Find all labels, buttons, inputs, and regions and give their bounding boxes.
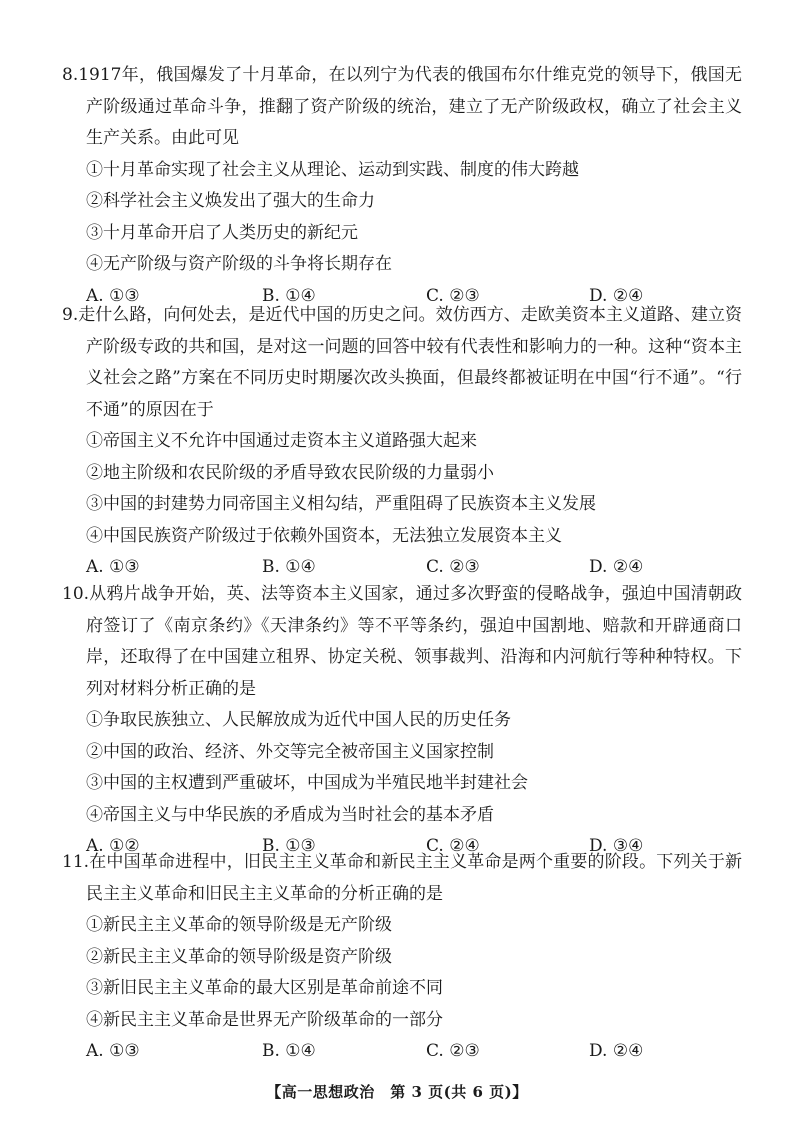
statement-1: ①十月革命实现了社会主义从理论、运动到实践、制度的伟大跨越 — [86, 159, 579, 180]
statement-1: ①争取民族独立、人民解放成为近代中国人民的历史任务 — [86, 710, 511, 730]
question-stem — [62, 579, 742, 705]
choice-a[interactable]: A. ①③ — [86, 285, 140, 306]
choice-a[interactable]: A. ①③ — [86, 1041, 140, 1061]
statement-2: ②科学社会主义焕发出了强大的生命力 — [86, 191, 375, 211]
question-10 — [62, 579, 742, 863]
choice-a[interactable]: A. ①③ — [86, 557, 140, 577]
choice-b[interactable]: B. ①③ — [262, 836, 316, 856]
question-number: 8. — [62, 65, 79, 85]
choice-d[interactable]: D. ③④ — [589, 836, 644, 856]
choice-b[interactable]: B. ①④ — [262, 285, 316, 306]
statement-1: ①新民主主义革命的领导阶级是无产阶级 — [86, 915, 392, 935]
question-text: 1917年，俄国爆发了十月革命，在以列宁为代表的俄国布尔什维克党的领导下，俄国无产阶级通过革命斗争，推翻了资产阶级的统治，建立了无产阶级政权，确立了社会主义生产关系。由此可见 — [78, 65, 742, 148]
page-footer: 【高一思想政治 第 3 页(共 6 页)】 — [266, 1083, 528, 1101]
question-text: 在中国革命进程中，旧民主主义革命和新民主主义革命是两个重要的阶段。下列关于新民主主义革命和旧民主主义革命的分析正确的是 — [86, 852, 742, 904]
choice-c[interactable]: C. ②③ — [426, 285, 480, 306]
choice-c[interactable]: C. ②③ — [426, 557, 480, 577]
question-text: 走什么路，向何处去，是近代中国的历史之问。效仿西方、走欧美资本主义道路、建立资产阶级专政的共和国，是对这一问题的回答中较有代表性和影响力的一种。这种“资本主义社会之路”方案在不同历史时期屡次改头换面，但最终都被证明在中国“行不通”。“行不通”的原因在于 — [78, 305, 742, 420]
question-stem — [62, 847, 742, 910]
statement-3: ③新旧民主主义革命的最大区别是革命前途不同 — [86, 978, 443, 998]
question-number: 9. — [62, 305, 79, 325]
question-9 — [62, 300, 742, 584]
question-8 — [62, 60, 742, 312]
question-number: 10. — [62, 584, 90, 604]
statement-4: ④新民主主义革命是世界无产阶级革命的一部分 — [86, 1009, 443, 1030]
choice-a[interactable]: A. ①② — [86, 836, 140, 856]
choice-b[interactable]: B. ①④ — [262, 557, 316, 577]
statement-1: ①帝国主义不允许中国通过走资本主义道路强大起来 — [86, 431, 477, 451]
question-number: 11. — [62, 852, 90, 872]
statement-2: ②地主阶级和农民阶级的矛盾导致农民阶级的力量弱小 — [86, 462, 494, 483]
choice-d[interactable]: D. ②④ — [589, 557, 644, 577]
statement-4: ④中国民族资产阶级过于依赖外国资本，无法独立发展资本主义 — [86, 525, 562, 546]
question-11 — [62, 847, 742, 1068]
statement-3: ③十月革命开启了人类历史的新纪元 — [86, 222, 358, 243]
question-stem — [62, 60, 742, 155]
statement-4: ④帝国主义与中华民族的矛盾成为当时社会的基本矛盾 — [86, 804, 494, 825]
choice-c[interactable]: C. ②③ — [426, 1041, 480, 1061]
statement-3: ③中国的封建势力同帝国主义相勾结，严重阻碍了民族资本主义发展 — [86, 494, 596, 514]
question-stem — [62, 300, 742, 426]
statement-4: ④无产阶级与资产阶级的斗争将长期存在 — [86, 254, 392, 274]
choice-b[interactable]: B. ①④ — [262, 1041, 316, 1061]
choice-d[interactable]: D. ②④ — [589, 1041, 644, 1061]
choice-c[interactable]: C. ②④ — [426, 836, 480, 856]
statement-2: ②中国的政治、经济、外交等完全被帝国主义国家控制 — [86, 741, 494, 762]
statement-3: ③中国的主权遭到严重破坏，中国成为半殖民地半封建社会 — [86, 773, 528, 793]
statement-2: ②新民主主义革命的领导阶级是资产阶级 — [86, 946, 392, 967]
answer-choices — [62, 1036, 742, 1068]
choice-d[interactable]: D. ②④ — [589, 285, 644, 306]
question-text: 从鸦片战争开始，英、法等资本主义国家，通过多次野蛮的侵略战争，强迫中国清朝政府签订了《南京条约》《天津条约》等不平等条约，强迫中国割地、赔款和开辟通商口岸，还取得了在中国建立租界、协定关税、领事裁判、沿海和内河航行等种种特权。下列对材料分析正确的是 — [86, 584, 742, 699]
